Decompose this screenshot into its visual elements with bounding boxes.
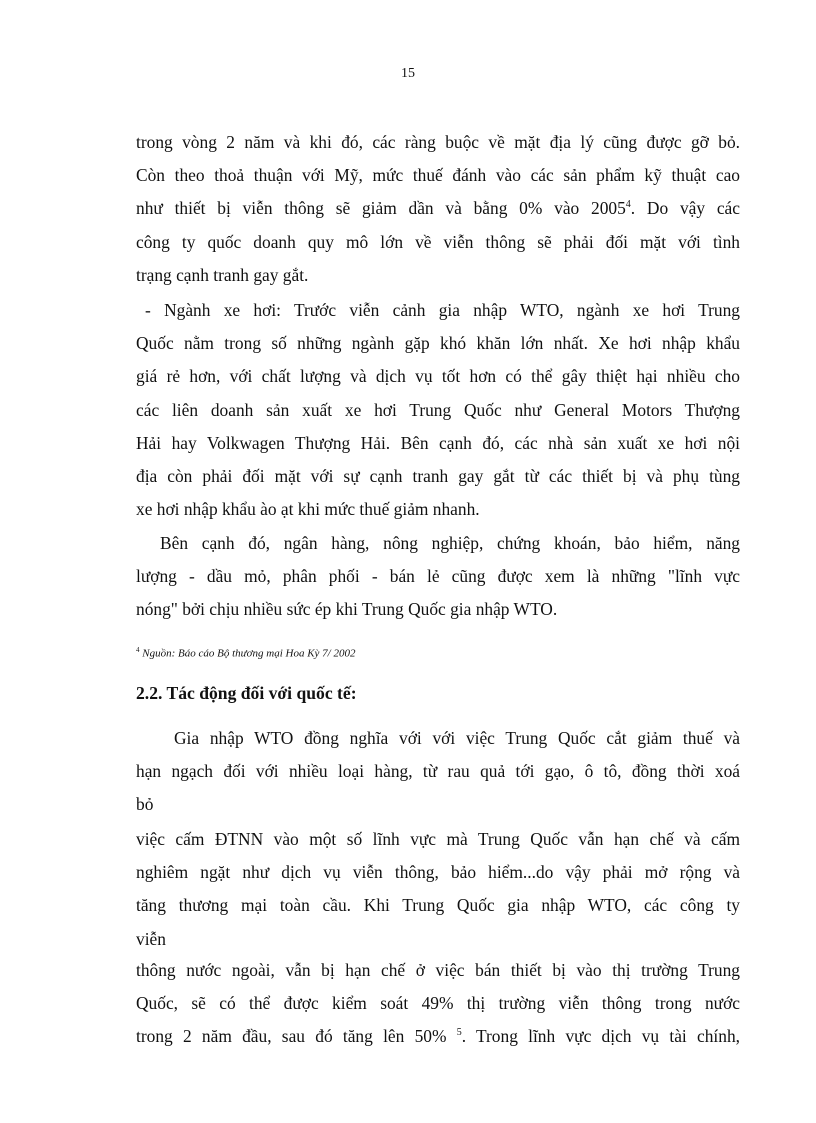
text-line: viễn [136,928,166,949]
text-line: Gia nhập WTO đồng nghĩa với với việc Trung Quốc cắt giảm thuế và [174,728,740,748]
text-segment: như thiết bị viễn thông sẽ giảm dần và bằng 0% vào 2005 [136,198,626,219]
text-line: nghiêm ngặt như dịch vụ viễn thông, bảo hiểm...do vậy phải mở rộng và [136,862,740,883]
text-line: địa còn phải đối mặt với sự cạnh tranh gay gắt từ các thiết bị và phụ tùng [136,466,740,487]
text-line: Quốc, sẽ có thể được kiểm soát 49% thị trường viễn thông trong nước [136,993,740,1014]
paragraph-other-sectors [136,527,740,627]
text-line: thông nước ngoài, vẫn bị hạn chế ở việc bán thiết bị vào thị trường Trung [136,960,740,980]
text-line: xe hơi nhập khẩu ào ạt khi mức thuế giảm nhanh. [136,499,480,520]
text-segment: trong 2 năm đầu, sau đó tăng lên 50% [136,1026,457,1047]
paragraph-international-impact [136,722,740,822]
paragraph-automobile [136,294,740,526]
paragraph-fdi [136,823,740,956]
text-line: Hải hay Volkwagen Thượng Hải. Bên cạnh đó, các nhà sản xuất xe hơi nội [136,432,740,453]
text-line: trạng cạnh tranh gay gắt. [136,264,309,285]
footnote [136,646,355,660]
text-line: Còn theo thoả thuận với Mỹ, mức thuế đánh vào các sản phẩm kỹ thuật cao [136,165,740,186]
text-line: Bên cạnh đó, ngân hàng, nông nghiệp, chứng khoán, bảo hiểm, năng [160,533,740,553]
footnote-reference: 5 [456,1027,462,1039]
text-line: các liên doanh sản xuất xe hơi Trung Quốc như General Motors Thượng [136,399,740,420]
page-number: 15 [401,66,415,81]
section-heading: 2.2. Tác động đối với quốc tế: [136,683,357,703]
footnote-text: Nguồn: Báo cáo Bộ thương mại Hoa Kỳ 7/ 2002 [142,647,356,660]
text-segment: . Do vậy các [630,198,740,219]
footnote-number: 4 [136,646,140,654]
text-line: Quốc nằm trong số những ngành gặp khó khăn lớn nhất. Xe hơi nhập khẩu [136,333,740,354]
footnote-reference: 4 [625,199,631,211]
text-line: việc cấm ĐTNN vào một số lĩnh vực mà Trung Quốc vẫn hạn chế và cấm [136,829,740,849]
paragraph-telecom [136,126,740,292]
text-line: tăng thương mại toàn cầu. Khi Trung Quốc gia nhập WTO, các công ty [136,895,740,916]
text-line: bỏ [136,794,154,815]
text-line [136,192,740,225]
text-line: lượng - dầu mỏ, phân phối - bán lẻ cũng được xem là những "lĩnh vực [136,566,740,587]
text-line: công ty quốc doanh quy mô lớn về viễn thông sẽ phải đối mặt với tình [136,231,740,252]
text-line: giá rẻ hơn, với chất lượng và dịch vụ tốt hơn có thể gây thiệt hại nhiều cho [136,366,740,387]
paragraph-foreign-telecom [136,954,740,1054]
text-segment: . Trong lĩnh vực dịch vụ tài chính, [461,1026,740,1047]
text-line: hạn ngạch đối với nhiều loại hàng, từ rau quả tới gạo, ô tô, đồng thời xoá [136,761,740,782]
text-line: nóng" bởi chịu nhiều sức ép khi Trung Quốc gia nhập WTO. [136,599,558,620]
text-line: trong vòng 2 năm và khi đó, các ràng buộc về mặt địa lý cũng được gỡ bỏ. [136,132,740,152]
text-line [136,1020,740,1053]
text-line: - Ngành xe hơi: Trước viễn cảnh gia nhập WTO, ngành xe hơi Trung [145,300,740,320]
